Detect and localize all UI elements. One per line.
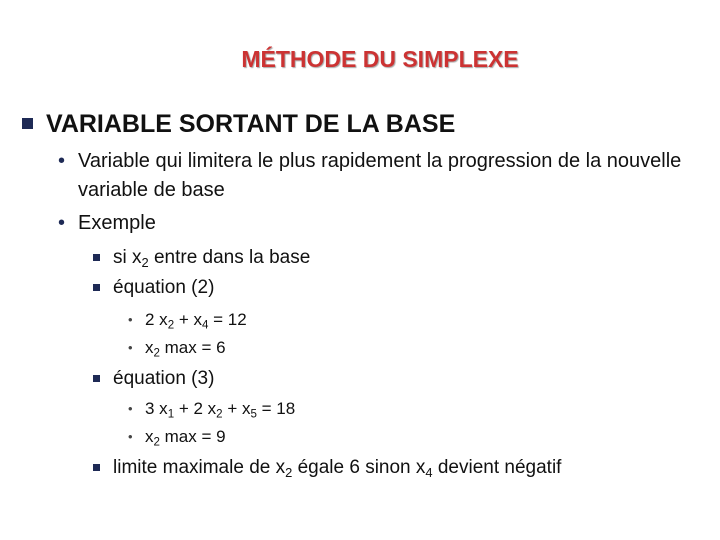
bullet-text: Variable qui limitera le plus rapidement la progression de la nouvelle variable de base [78, 150, 682, 201]
heading-text: VARIABLE SORTANT DE LA BASE [46, 110, 456, 138]
square-bullet-icon [93, 375, 100, 382]
sub-item-text: équation (3) [113, 368, 215, 389]
square-bullet-icon [93, 284, 100, 291]
equation-text: 3 $x_1 + 2$ $x_2 + x_5 = 18$ [145, 399, 296, 421]
sub-item-text: si $x_2$ entre dans la base [113, 247, 311, 270]
square-bullet-icon [93, 254, 100, 261]
dot-bullet-icon: • [58, 150, 66, 172]
sub-item-text: limite maximale de $x_2$ égale 6 sinon $x_4$ devient négatif [113, 457, 562, 480]
square-bullet-icon [93, 464, 100, 471]
dot-bullet-icon: • [128, 429, 133, 444]
sub-item-text: équation (2) [113, 277, 215, 298]
slide-title: MÉTHODE DU SIMPLEXE [241, 46, 519, 72]
equation-text: $x_2$ max = 9 [145, 427, 226, 449]
dot-bullet-icon: • [128, 401, 133, 416]
equation-text: $x_2$ max = 6 [145, 338, 226, 360]
equation-text: 2 $x_2 + x_4 = 12$ [145, 310, 247, 332]
square-bullet-icon [22, 118, 33, 129]
bullet-text: Exemple [78, 212, 156, 234]
dot-bullet-icon: • [128, 340, 133, 355]
dot-bullet-icon: • [58, 212, 66, 234]
dot-bullet-icon: • [128, 312, 133, 327]
